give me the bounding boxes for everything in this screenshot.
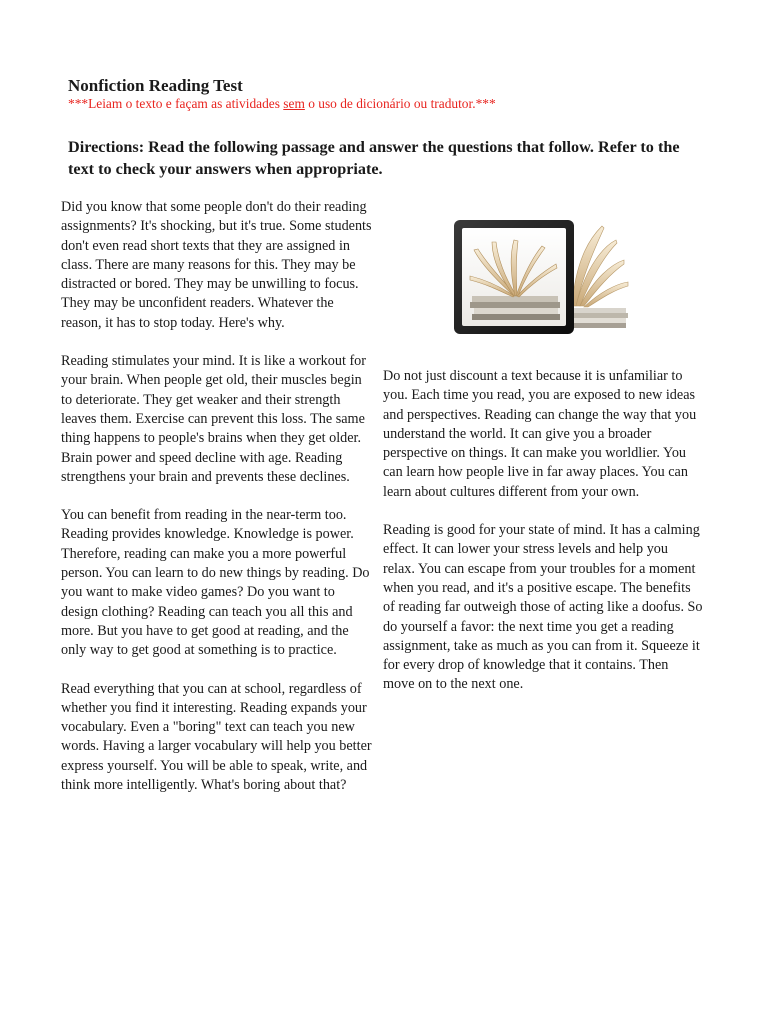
right-column <box>383 367 703 714</box>
instruction-line <box>68 96 496 112</box>
directions <box>68 136 708 180</box>
paragraph-3: You can benefit from reading in the near-term too. Reading provides knowledge. Knowledge is power. Therefore, reading can make you a more powerful person. You can learn to do new things by reading. Do you want to make video games? Do you want to design clothing? Reading can teach you all this and more. But you have to get good at reading, and the only way to get good at something is to practice. <box>61 507 370 659</box>
paragraph-2: Reading stimulates your mind. It is like a workout for your brain. When people get old, their muscles begin to deteriorate. They get weaker and their strength leaves them. Exercise can prevent this loss. The same thing happens to people's brains when they get older. Brain power and speed decline with age. Reading strengthens your brain and prevents these declines. <box>61 353 366 485</box>
paragraph-5: Do not just discount a text because it is unfamiliar to you. Each time you read, you are exposed to new ideas and perspectives. Reading can change the way that you understand the world. It can give you a broader perspective on things. It can make you worldlier. You can learn how people live in far away places. You can learn about cultures different from your own. <box>383 368 697 500</box>
instruction-prefix: ***Leiam o texto e façam as atividades <box>68 96 284 111</box>
paragraph-1: Did you know that some people don't do their reading assignments? It's shocking, but it's true. Some students don't even read short texts that they are assigned in class. There are many reasons for this. They may be distracted or bored. They may be unwilling to focus. They may be unconfident readers. Whatever the reason, it has to stop today. Here's why. <box>61 199 372 331</box>
paragraph-4: Read everything that you can at school, regardless of whether you find it interesting. Reading expands your vocabulary. Even a "boring" text can teach you new words. Having a larger vocabulary will help you better express yourself. You will be able to speak, write, and think more intelligently. What's boring about that? <box>61 680 372 794</box>
paragraph-6: Reading is good for your state of mind. It has a calming effect. It can lower your stress levels and help you relax. You can escape from your troubles for a moment when you read, and it's a positive escape. The benefits of reading far outweigh those of acting like a doofus. So do yourself a favor: the next time you get a reading assignment, take as much as you can from it. Squeeze it for every drop of knowledge that it contains. Then move on to the next one. <box>383 522 703 693</box>
instruction-suffix: o uso de dicionário ou tradutor.*** <box>304 96 496 111</box>
tablet-with-books-illustration <box>452 216 630 338</box>
left-column <box>61 198 373 814</box>
instruction-underlined-word: sem <box>283 96 305 111</box>
directions-label: Directions: <box>68 138 145 156</box>
directions-text: Read the following passage and answer the questions that follow. Refer to the text to check your answers when appropriate. <box>68 138 680 178</box>
page-title: Nonfiction Reading Test <box>68 76 243 95</box>
